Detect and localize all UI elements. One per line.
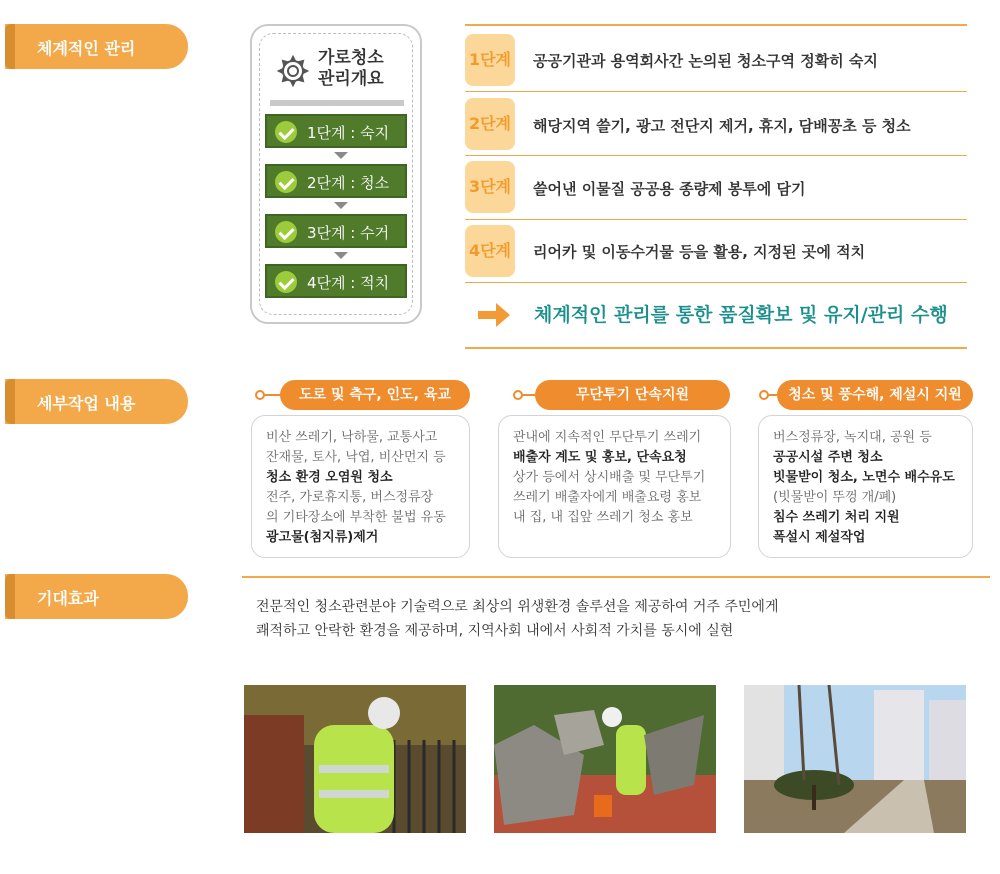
down-arrow-icon [334, 252, 348, 259]
card-line-bold: 빗물받이 청소, 노면수 배수유도 [773, 470, 955, 485]
overview-step-label: 1단계 : 숙지 [307, 124, 390, 142]
card-line: 비산 쓰레기, 낙하물, 교통사고 [266, 430, 438, 445]
overview-step-label: 2단계 : 청소 [307, 174, 390, 192]
stage-divider [465, 24, 967, 26]
stage-text-1: 공공기관과 용역회사간 논의된 청소구역 정확히 숙지 [533, 52, 878, 70]
overview-divider [270, 100, 404, 106]
overview-title-line1: 가로청소 [318, 48, 384, 68]
effect-line-2: 쾌적하고 안락한 환경을 제공하며, 지역사회 내에서 사회적 가치를 동시에 실현 [256, 623, 734, 639]
overview-step-4 [265, 264, 407, 298]
card-line: 버스정류장, 녹지대, 공원 등 [773, 430, 932, 445]
photo-worker-fence [244, 685, 466, 833]
stage-badge-3: 3단계 [465, 161, 515, 213]
stage-divider [465, 91, 967, 92]
stage-badge-4: 4단계 [465, 225, 515, 277]
card-head-dot [759, 390, 769, 400]
down-arrow-icon [334, 202, 348, 209]
overview-step-label: 4단계 : 적치 [307, 274, 390, 292]
effect-text [256, 595, 778, 643]
card-line: 내 집, 내 집앞 쓰레기 청소 홍보 [513, 510, 693, 525]
stage-text-4: 리어카 및 이동수거물 등을 활용, 지정된 곳에 적치 [533, 243, 866, 261]
card-line: 상가 등에서 상시배출 및 무단투기 [513, 470, 706, 485]
overview-step-label: 3단계 : 수거 [307, 224, 390, 242]
check-icon [275, 121, 297, 143]
section-tab-effect: 기대효과 [5, 574, 188, 619]
card-road [251, 415, 470, 558]
card-head-dot [513, 390, 523, 400]
section-tab-management: 체계적인 관리 [5, 24, 188, 69]
arrow-right-icon [476, 300, 512, 330]
card-disaster [758, 415, 973, 558]
stage-divider [465, 282, 967, 283]
stage-text-2: 해당지역 쓸기, 광고 전단지 제거, 휴지, 담배꽁초 등 청소 [533, 117, 911, 135]
card-line-bold: 폭설시 제설작업 [773, 530, 866, 545]
card-line: 쓰레기 배출자에게 배출요령 홍보 [513, 490, 702, 505]
card-line-bold: 광고물(첨지류)제거 [266, 530, 379, 545]
stage-divider [465, 219, 967, 220]
photo-apartment-path [744, 685, 966, 833]
effect-divider [242, 576, 990, 578]
section-tab-details: 세부작업 내용 [5, 379, 188, 424]
overview-step-2 [265, 164, 407, 198]
stage-badge-1: 1단계 [465, 34, 515, 86]
gear-icon [276, 54, 310, 88]
overview-step-1 [265, 114, 407, 148]
stage-badge-2: 2단계 [465, 98, 515, 150]
card-head-dot [255, 390, 265, 400]
card-line-bold: 침수 쓰레기 처리 지원 [773, 510, 900, 525]
overview-step-3 [265, 214, 407, 248]
card-head-road: 도로 및 측구, 인도, 육교 [280, 380, 470, 410]
card-head-dumping: 무단투기 단속지원 [535, 380, 730, 410]
check-icon [275, 171, 297, 193]
effect-line-1: 전문적인 청소관련분야 기술력으로 최상의 위생환경 솔루션을 제공하여 거주 주민에게 [256, 599, 779, 615]
check-icon [275, 221, 297, 243]
card-line: 의 기타장소에 부착한 불법 유동 [266, 510, 446, 525]
card-line-bold: 공공시설 주변 청소 [773, 450, 883, 465]
overview-title-line2: 관리개요 [318, 69, 384, 89]
card-head-disaster: 청소 및 풍수해, 제설시 지원 [777, 380, 973, 410]
overview-title [318, 48, 384, 90]
card-line: (빗물받이 뚜껑 개/폐) [773, 490, 897, 505]
check-icon [275, 271, 297, 293]
card-line: 잔재물, 토사, 낙엽, 비산먼지 등 [266, 450, 446, 465]
photo-worker-rocks [494, 685, 716, 833]
card-line-bold: 청소 환경 오염원 청소 [266, 470, 393, 485]
card-line-bold: 배출자 계도 및 홍보, 단속요청 [513, 450, 687, 465]
card-line: 전주, 가로휴지통, 버스정류장 [266, 490, 434, 505]
overview-panel [250, 24, 422, 324]
card-line: 관내에 지속적인 무단투기 쓰레기 [513, 430, 702, 445]
stage-divider [465, 347, 967, 349]
stage-text-3: 쓸어낸 이물질 공공용 종량제 봉투에 담기 [533, 180, 806, 198]
down-arrow-icon [334, 152, 348, 159]
result-text: 체계적인 관리를 통한 품질확보 및 유지/관리 수행 [534, 304, 948, 326]
stage-divider [465, 155, 967, 156]
card-dumping [498, 415, 731, 558]
